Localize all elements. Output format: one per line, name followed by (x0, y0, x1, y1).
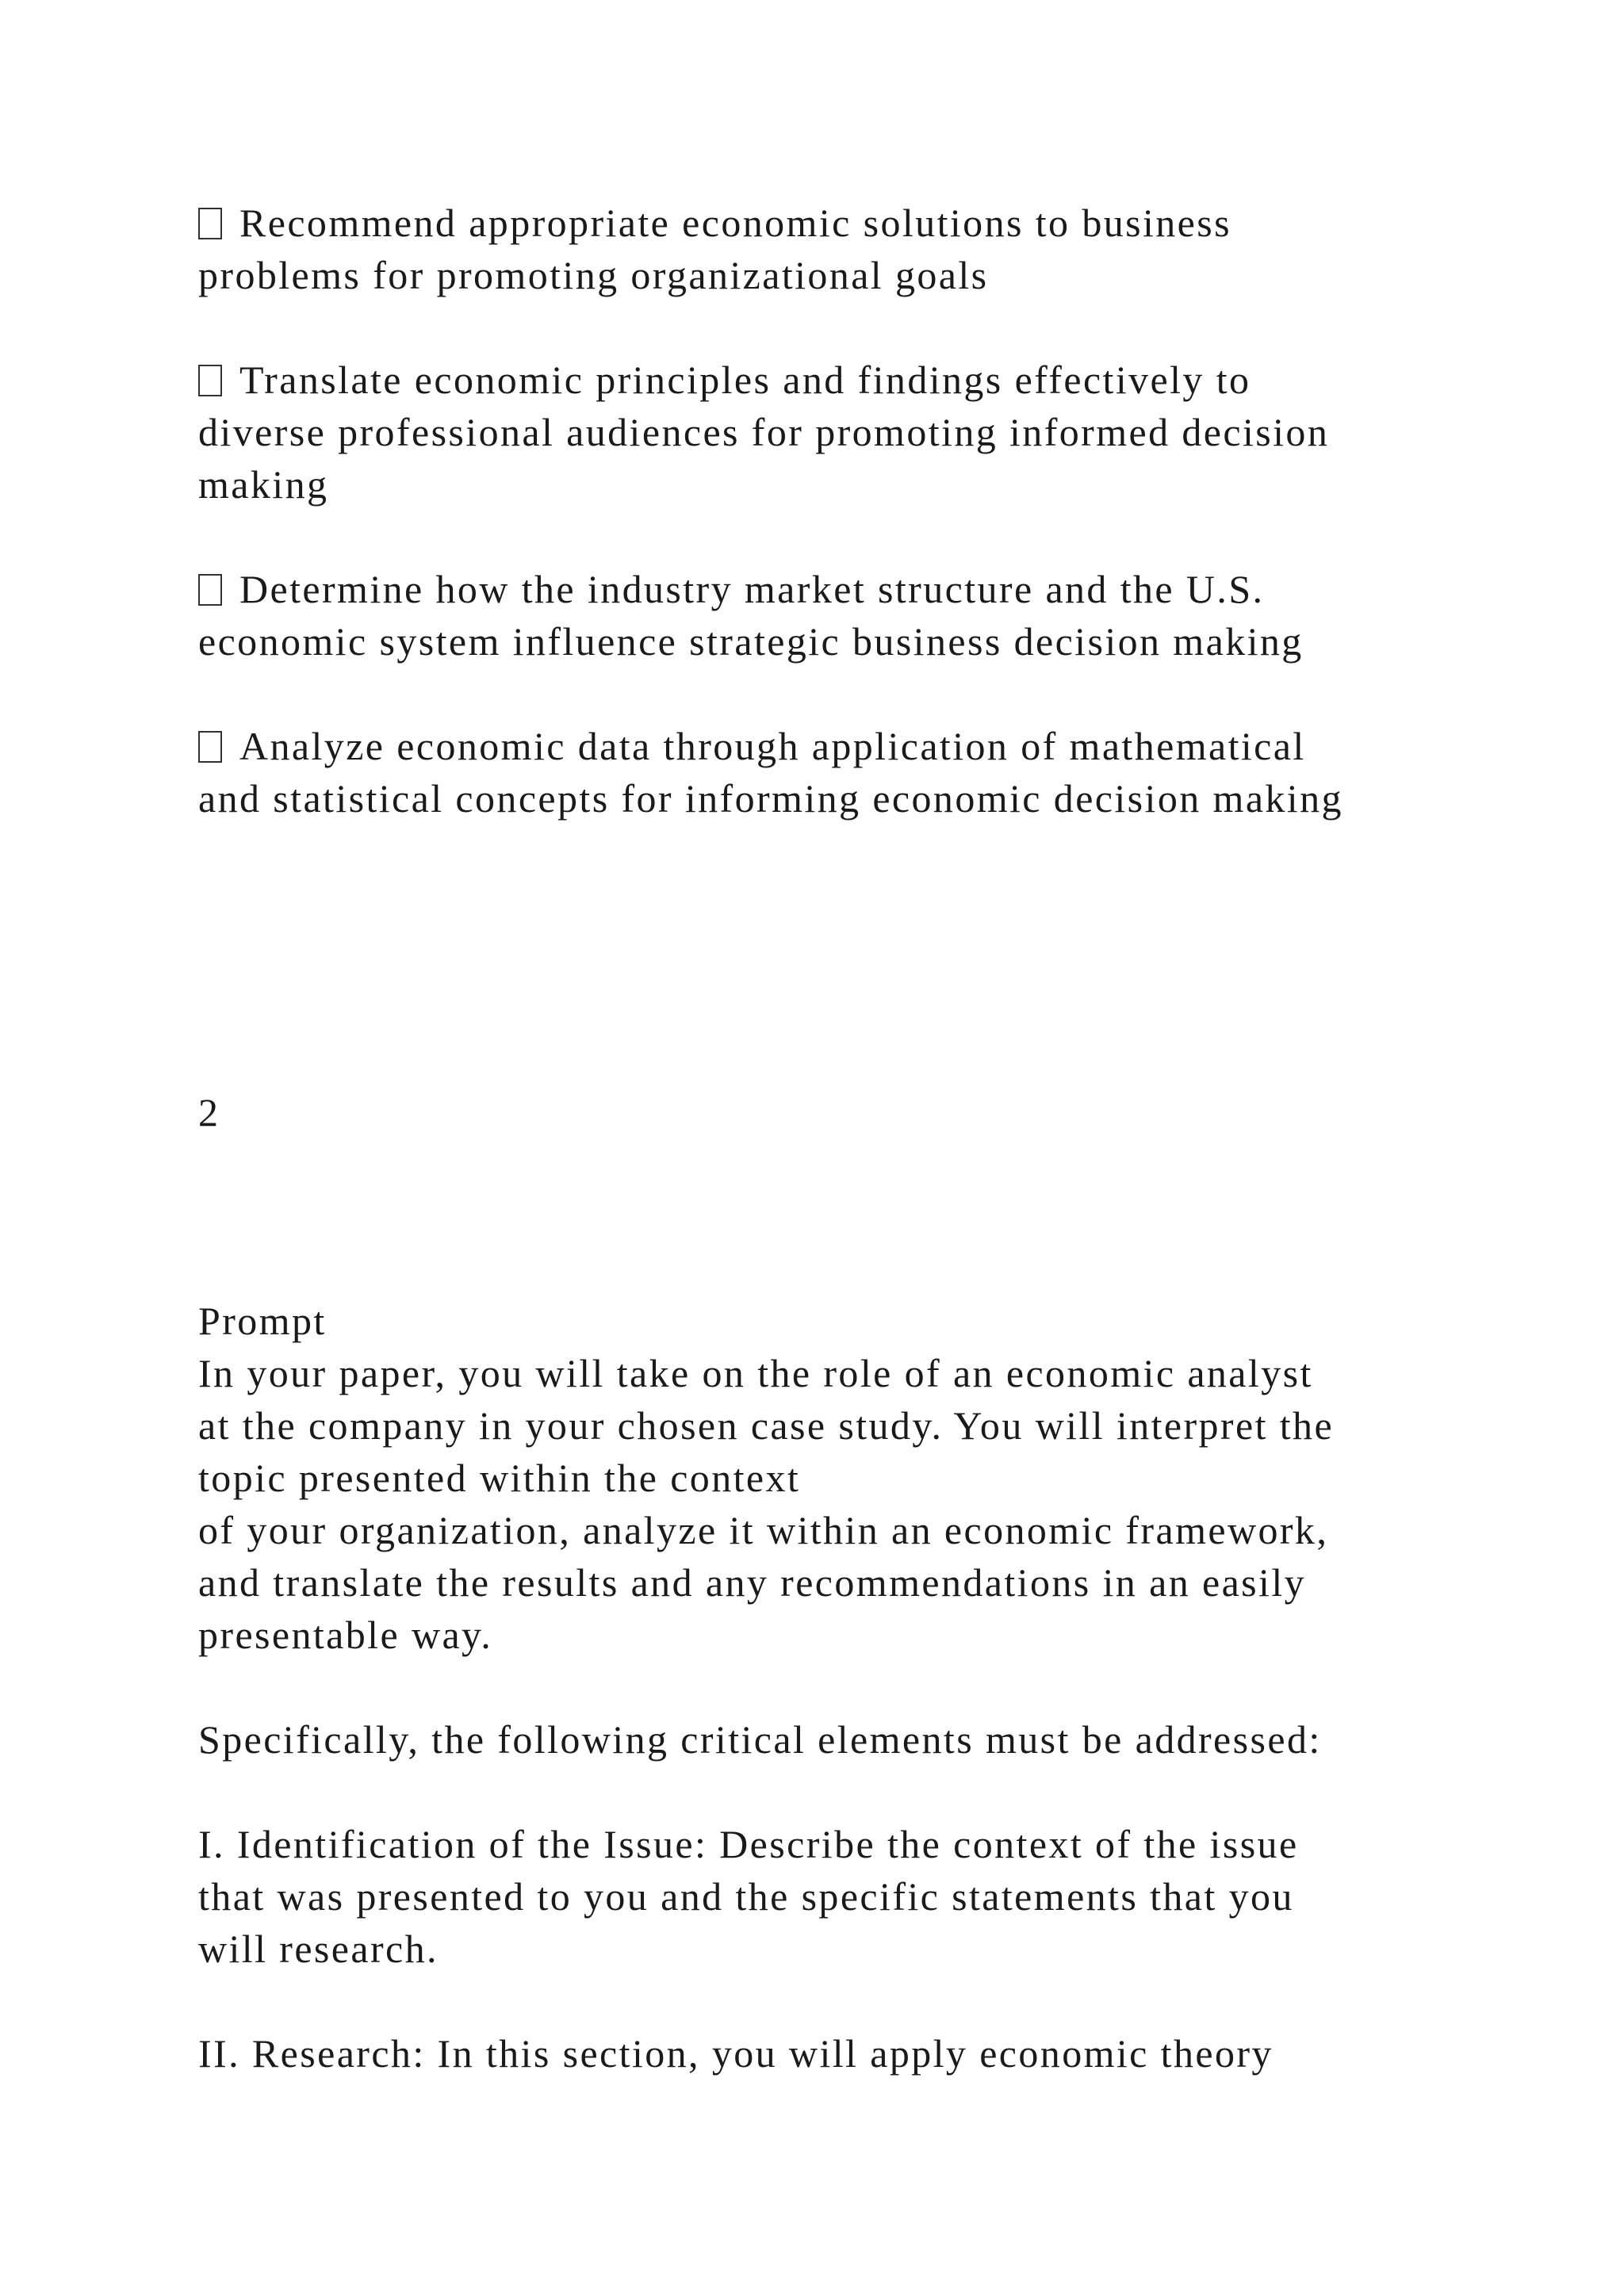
missing-glyph-box-icon (198, 208, 222, 239)
bullet-2-line-3: making (198, 462, 329, 507)
section-one-line-2: that was presented to you and the specific statements that you (198, 1874, 1294, 1919)
prompt-line-5: and translate the results and any recommendations in an easily (198, 1560, 1307, 1605)
bullet-4-line-2: and statistical concepts for informing economic decision making (198, 776, 1343, 821)
prompt-line-3: topic presented within the context (198, 1456, 801, 1500)
page-number: 2 (198, 1090, 220, 1135)
critical-elements-intro: Specifically, the following critical elements must be addressed: (198, 1717, 1322, 1762)
prompt-line-1: In your paper, you will take on the role of an economic analyst (198, 1351, 1313, 1395)
section-one-line-3: will research. (198, 1927, 439, 1971)
prompt-line-4: of your organization, analyze it within an economic framework, (198, 1508, 1329, 1552)
prompt-heading: Prompt (198, 1299, 327, 1343)
section-one-line-1: I. Identification of the Issue: Describe the context of the issue (198, 1822, 1299, 1866)
section-two-line-1: II. Research: In this section, you will apply economic theory (198, 2031, 1274, 2076)
missing-glyph-box-icon (198, 574, 222, 606)
prompt-line-6: presentable way. (198, 1613, 493, 1657)
bullet-2-line-1: Translate economic principles and findings effectively to (198, 354, 1251, 406)
missing-glyph-box-icon (198, 731, 222, 763)
bullet-3-line-2: economic system influence strategic business decision making (198, 619, 1304, 664)
prompt-line-2: at the company in your chosen case study. You will interpret the (198, 1403, 1335, 1448)
bullet-4-line-1: Analyze economic data through application of mathematical (198, 720, 1306, 772)
bullet-3-line-1: Determine how the industry market structure and the U.S. (198, 563, 1264, 615)
bullet-2-line-2: diverse professional audiences for promoting informed decision (198, 410, 1330, 454)
missing-glyph-box-icon (198, 365, 222, 396)
bullet-1-line-2: problems for promoting organizational goals (198, 253, 989, 297)
bullet-1-line-1: Recommend appropriate economic solutions to business (198, 197, 1231, 249)
